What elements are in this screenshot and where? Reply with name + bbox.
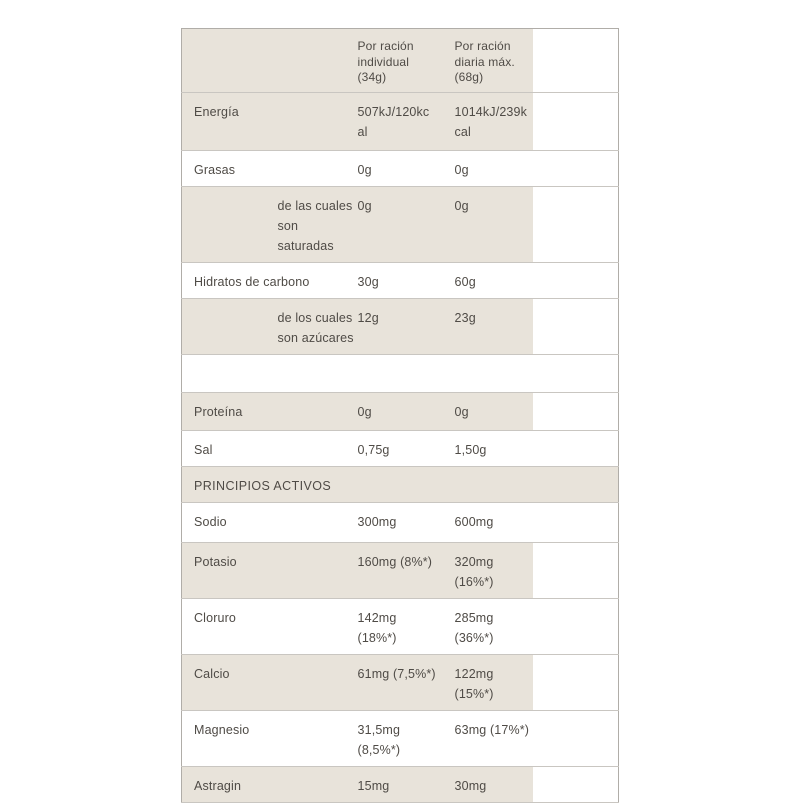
table-row-energia — [182, 93, 619, 151]
value-per-daily-max: 1014kJ/239k cal — [455, 93, 533, 151]
row-label: Sal — [194, 443, 213, 457]
row-label: Energía — [182, 93, 358, 151]
value-per-serving: 0g — [358, 187, 455, 263]
table-section-principios-activos — [182, 467, 619, 503]
row-label: Proteína — [182, 393, 358, 431]
row-label: Sodio — [194, 515, 227, 529]
spacer-cell — [533, 503, 619, 543]
row-label: Magnesio — [194, 723, 250, 737]
header-empty-cell — [182, 29, 358, 93]
value-per-serving: 61mg (7,5%*) — [358, 655, 455, 711]
indent-cell — [182, 187, 278, 263]
spacer-cell — [533, 299, 619, 355]
value-per-serving: 142mg (18%*) — [357, 611, 397, 645]
spacer-cell — [533, 431, 619, 467]
value-per-serving: 160mg (8%*) — [358, 543, 455, 599]
table-row-saturadas — [182, 187, 619, 263]
table-row-cloruro — [182, 599, 619, 655]
spacer-cell — [533, 187, 619, 263]
header-per-daily-max: Por ración diaria máx. (68g) — [455, 29, 533, 93]
spacer-cell — [533, 263, 619, 299]
value-per-daily-max: 600mg — [454, 515, 494, 529]
value-per-daily-max: 60g — [454, 275, 476, 289]
spacer-cell — [533, 599, 619, 655]
value-per-serving: 15mg — [358, 767, 455, 803]
spacer-cell — [533, 93, 619, 151]
value-per-serving: 31,5mg (8,5%*) — [357, 723, 401, 757]
table-row-blank — [182, 355, 619, 393]
table-row-grasas — [182, 151, 619, 187]
value-per-serving: 300mg — [357, 515, 397, 529]
table-row-calcio — [182, 655, 619, 711]
row-label: Cloruro — [194, 611, 237, 625]
spacer-cell — [533, 393, 619, 431]
value-per-daily-max: 122mg (15%*) — [455, 655, 533, 711]
value-per-daily-max: 0g — [454, 163, 469, 177]
value-per-daily-max: 63mg (17%*) — [454, 723, 530, 737]
blank-cell — [182, 355, 619, 393]
row-label: Hidratos de carbono — [194, 275, 310, 289]
table-row-magnesio — [182, 711, 619, 767]
spacer-cell — [533, 767, 619, 803]
header-per-serving: Por ración individual (34g) — [358, 29, 455, 93]
value-per-daily-max: 23g — [455, 299, 533, 355]
value-per-serving: 507kJ/120kc al — [358, 93, 455, 151]
row-label: Astragin — [182, 767, 358, 803]
table-row-sodio — [182, 503, 619, 543]
spacer-cell — [533, 543, 619, 599]
spacer-cell — [533, 655, 619, 711]
section-title: PRINCIPIOS ACTIVOS — [182, 467, 619, 503]
value-per-serving: 0g — [357, 163, 372, 177]
row-sublabel: de las cuales son saturadas — [278, 187, 358, 263]
table-row-sal — [182, 431, 619, 467]
table-row-azucares — [182, 299, 619, 355]
spacer-cell — [533, 711, 619, 767]
table-row-astragin — [182, 767, 619, 803]
header-spacer-cell — [533, 29, 619, 93]
table-row-proteina — [182, 393, 619, 431]
value-per-daily-max: 320mg (16%*) — [455, 543, 533, 599]
table-row-hidratos — [182, 263, 619, 299]
value-per-serving: 0,75g — [357, 443, 390, 457]
value-per-serving: 30g — [357, 275, 379, 289]
value-per-serving: 0g — [358, 393, 455, 431]
nutrition-table-container — [181, 28, 619, 803]
nutrition-table — [181, 28, 619, 803]
value-per-daily-max: 0g — [455, 187, 533, 263]
row-label: Calcio — [182, 655, 358, 711]
value-per-daily-max: 285mg (36%*) — [454, 611, 494, 645]
value-per-daily-max: 0g — [455, 393, 533, 431]
spacer-cell — [533, 151, 619, 187]
value-per-daily-max: 30mg — [455, 767, 533, 803]
row-label: Potasio — [182, 543, 358, 599]
indent-cell — [182, 299, 278, 355]
row-label: Grasas — [194, 163, 236, 177]
value-per-daily-max: 1,50g — [454, 443, 487, 457]
row-sublabel: de los cuales son azúcares — [278, 299, 358, 355]
table-header-row — [182, 29, 619, 93]
table-row-potasio — [182, 543, 619, 599]
value-per-serving: 12g — [358, 299, 455, 355]
